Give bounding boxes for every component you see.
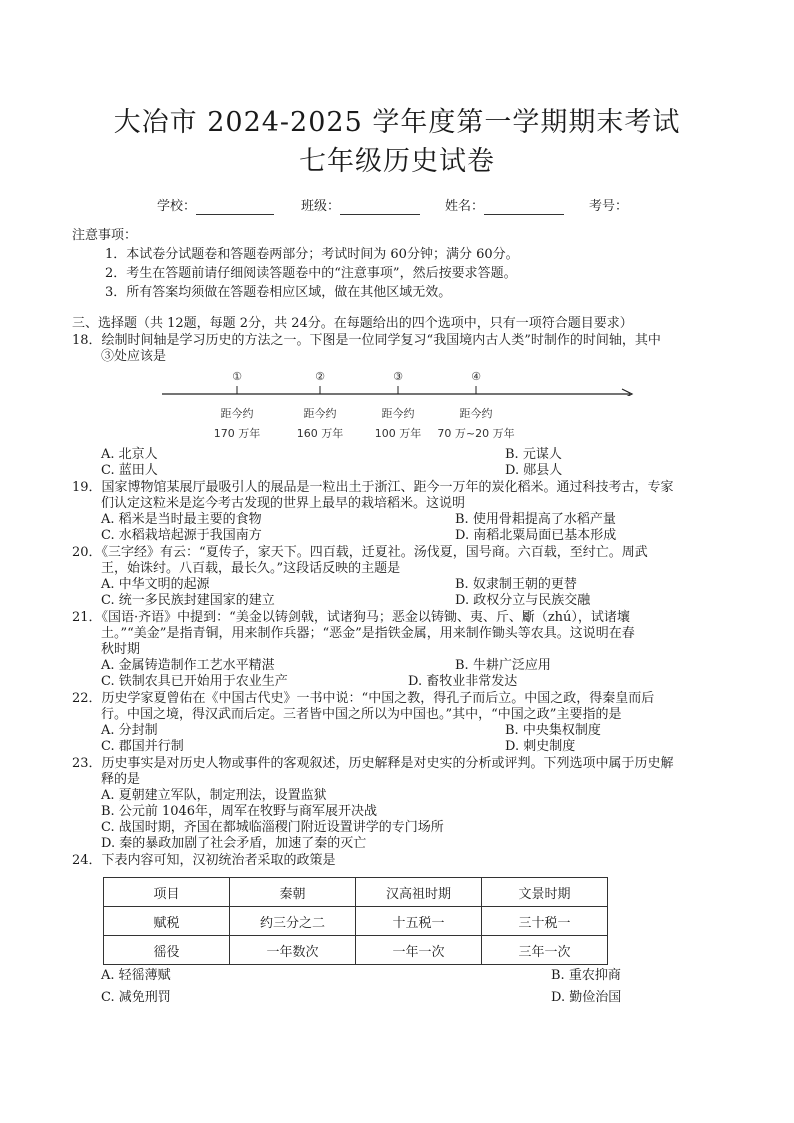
table-cell: 十五税一	[356, 907, 482, 936]
notice-item-1: 1．本试卷分试题卷和答题卷两部分；考试时间为 60分钟；满分 60分。	[105, 247, 519, 262]
exam-title: 大冶市 2024-2025 学年度第一学期期末考试	[113, 107, 681, 138]
table-cell: 一年数次	[230, 936, 356, 965]
school-label: 学校：	[157, 199, 197, 214]
q18-stem-line1: 18．绘制时间轴是学习历史的方法之一。下图是一位同学复习“我国境内古人类”时制作的时间轴，其中	[72, 333, 661, 348]
table-row	[104, 936, 608, 965]
q20-stem-line2: 王，始诛纣。八百载，最长久。”这段话反映的主题是	[101, 561, 401, 576]
exam-no-label: 考号：	[589, 199, 629, 214]
q21-option-b[interactable]: B. 牛耕广泛应用	[455, 658, 551, 673]
timeline-mark-1: ①	[232, 370, 242, 383]
q23-option-a[interactable]: A. 夏朝建立军队，制定刑法，设置监狱	[101, 788, 327, 803]
q18-option-b[interactable]: B. 元谋人	[505, 447, 562, 462]
class-field	[301, 199, 420, 215]
q22-option-a[interactable]: A. 分封制	[101, 723, 158, 738]
q18-option-c[interactable]: C. 蓝田人	[101, 463, 158, 478]
table-header-row	[104, 878, 608, 907]
q20-stem-line1: 20．《三字经》有云：“夏传子，家天下。四百载，迁夏社。汤伐夏，国号商。六百载，至纣亡。周武	[72, 545, 648, 560]
q22-option-d[interactable]: D. 刺史制度	[505, 739, 576, 754]
q19-option-a[interactable]: A. 稻米是当时最主要的食物	[101, 512, 262, 527]
table-header-cell: 秦朝	[230, 878, 356, 907]
table-cell: 一年一次	[356, 936, 482, 965]
exam-no-field	[589, 199, 628, 215]
timeline-mark-2: ②	[315, 370, 325, 383]
table-cell: 三十税一	[482, 907, 608, 936]
school-field	[157, 199, 274, 215]
timeline-label-3b: 100 万年	[374, 427, 422, 440]
timeline-label-1a: 距今约	[220, 407, 254, 420]
q19-option-b[interactable]: B. 使用骨耜提高了水稻产量	[455, 512, 616, 527]
q21-option-a[interactable]: A. 金属铸造制作工艺水平精湛	[101, 658, 275, 673]
name-blank	[484, 201, 564, 215]
q23-option-c[interactable]: C. 战国时期，齐国在都城临淄稷门附近设置讲学的专门场所	[101, 820, 444, 835]
q21-stem-line3: 秋时期	[101, 642, 141, 657]
table-cell: 徭役	[104, 936, 230, 965]
table-header-cell: 汉高祖时期	[356, 878, 482, 907]
timeline-label-3a: 距今约	[381, 407, 415, 420]
table-header-cell: 项目	[104, 878, 230, 907]
q19-option-c[interactable]: C. 水稻栽培起源于我国南方	[101, 528, 262, 543]
school-blank	[196, 201, 274, 215]
q20-option-c[interactable]: C. 统一多民族封建国家的建立	[101, 593, 275, 608]
class-blank	[340, 201, 420, 215]
q24-option-c[interactable]: C. 减免刑罚	[101, 990, 171, 1005]
table-cell: 约三分之二	[230, 907, 356, 936]
table-header-cell: 文景时期	[482, 878, 608, 907]
timeline-label-2a: 距今约	[303, 407, 337, 420]
notice-item-2: 2．考生在答题前请仔细阅读答题卷中的“注意事项”，然后按要求答题。	[105, 266, 517, 281]
q24-option-a[interactable]: A. 轻徭薄赋	[101, 968, 171, 983]
q23-stem-line1: 23．历史事实是对历史人物或事件的客观叙述，历史解释是对史实的分析或评判。下列选项中属于历史解	[72, 756, 674, 771]
q24-stem: 24．下表内容可知，汉初统治者采取的政策是	[72, 853, 336, 868]
q22-option-c[interactable]: C. 郡国并行制	[101, 739, 184, 754]
q21-stem-line1: 21．《国语·齐语》中提到：“美金以铸剑戟，试诸狗马；恶金以铸锄、夷、斤、斸（zhú），试诸壤	[72, 610, 630, 625]
q20-option-a[interactable]: A. 中华文明的起源	[101, 577, 210, 592]
q23-option-d[interactable]: D. 秦的暴政加剧了社会矛盾，加速了秦的灭亡	[101, 836, 367, 851]
timeline-mark-3: ③	[393, 370, 403, 383]
table-row	[104, 907, 608, 936]
q23-stem-line2: 释的是	[101, 772, 141, 787]
timeline-label-2b: 160 万年	[296, 427, 344, 440]
exam-subtitle: 七年级历史试卷	[299, 146, 495, 177]
q24-option-d[interactable]: D. 勤俭治国	[551, 990, 622, 1005]
q24-option-b[interactable]: B. 重农抑商	[551, 968, 621, 983]
q21-stem-line2: 土。”“美金”是指青铜，用来制作兵器；“恶金”是指铁金属，用来制作锄头等农具。这说明在春	[101, 626, 635, 641]
notice-heading: 注意事项：	[72, 228, 138, 243]
q22-stem-line1: 22．历史学家夏曾佑在《中国古代史》一书中说：“中国之教，得孔子而后立。中国之政，得秦皇而后	[72, 691, 655, 706]
section-heading: 三、选择题（共 12题，每题 2分，共 24分。在每题给出的四个选项中，只有一项符合题目要求）	[72, 316, 633, 331]
q18-option-a[interactable]: A. 北京人	[101, 447, 158, 462]
table-cell: 赋税	[104, 907, 230, 936]
q21-option-c[interactable]: C. 铁制农具已开始用于农业生产	[101, 674, 288, 689]
timeline-label-1b: 170 万年	[213, 427, 261, 440]
q22-stem-line2: 行。中国之境，得汉武而后定。三者皆中国之所以为中国也。”其中，“中国之政”主要指的是	[101, 707, 622, 722]
timeline-label-4b: 70 万~20 万年	[437, 427, 515, 440]
name-label: 姓名：	[445, 199, 485, 214]
timeline-label-4a: 距今约	[459, 407, 493, 420]
q21-option-d[interactable]: D. 畜牧业非常发达	[408, 674, 518, 689]
q22-option-b[interactable]: B. 中央集权制度	[505, 723, 601, 738]
table-cell: 三年一次	[482, 936, 608, 965]
q19-option-d[interactable]: D. 南稻北粟局面已基本形成	[455, 528, 617, 543]
q19-stem-line2: 们认定这粒米是迄今考古发现的世界上最早的栽培稻米。这说明	[101, 496, 466, 511]
q20-option-d[interactable]: D. 政权分立与民族交融	[455, 593, 591, 608]
q20-option-b[interactable]: B. 奴隶制王朝的更替	[455, 577, 577, 592]
q18-option-d[interactable]: D. 郧县人	[505, 463, 563, 478]
name-field	[445, 199, 564, 215]
q23-option-b[interactable]: B. 公元前 1046年，周军在牧野与商军展开决战	[101, 804, 378, 819]
q18-stem-line2: ③处应该是	[101, 349, 167, 364]
class-label: 班级：	[301, 199, 341, 214]
notice-item-3: 3．所有答案均须做在答题卷相应区域，做在其他区域无效。	[105, 285, 452, 300]
timeline-mark-4: ④	[471, 370, 481, 383]
q19-stem-line1: 19．国家博物馆某展厅最吸引人的展品是一粒出土于浙江、距今一万年的炭化稻米。通过科技考古，专家	[72, 480, 674, 495]
q24-table	[103, 877, 608, 965]
